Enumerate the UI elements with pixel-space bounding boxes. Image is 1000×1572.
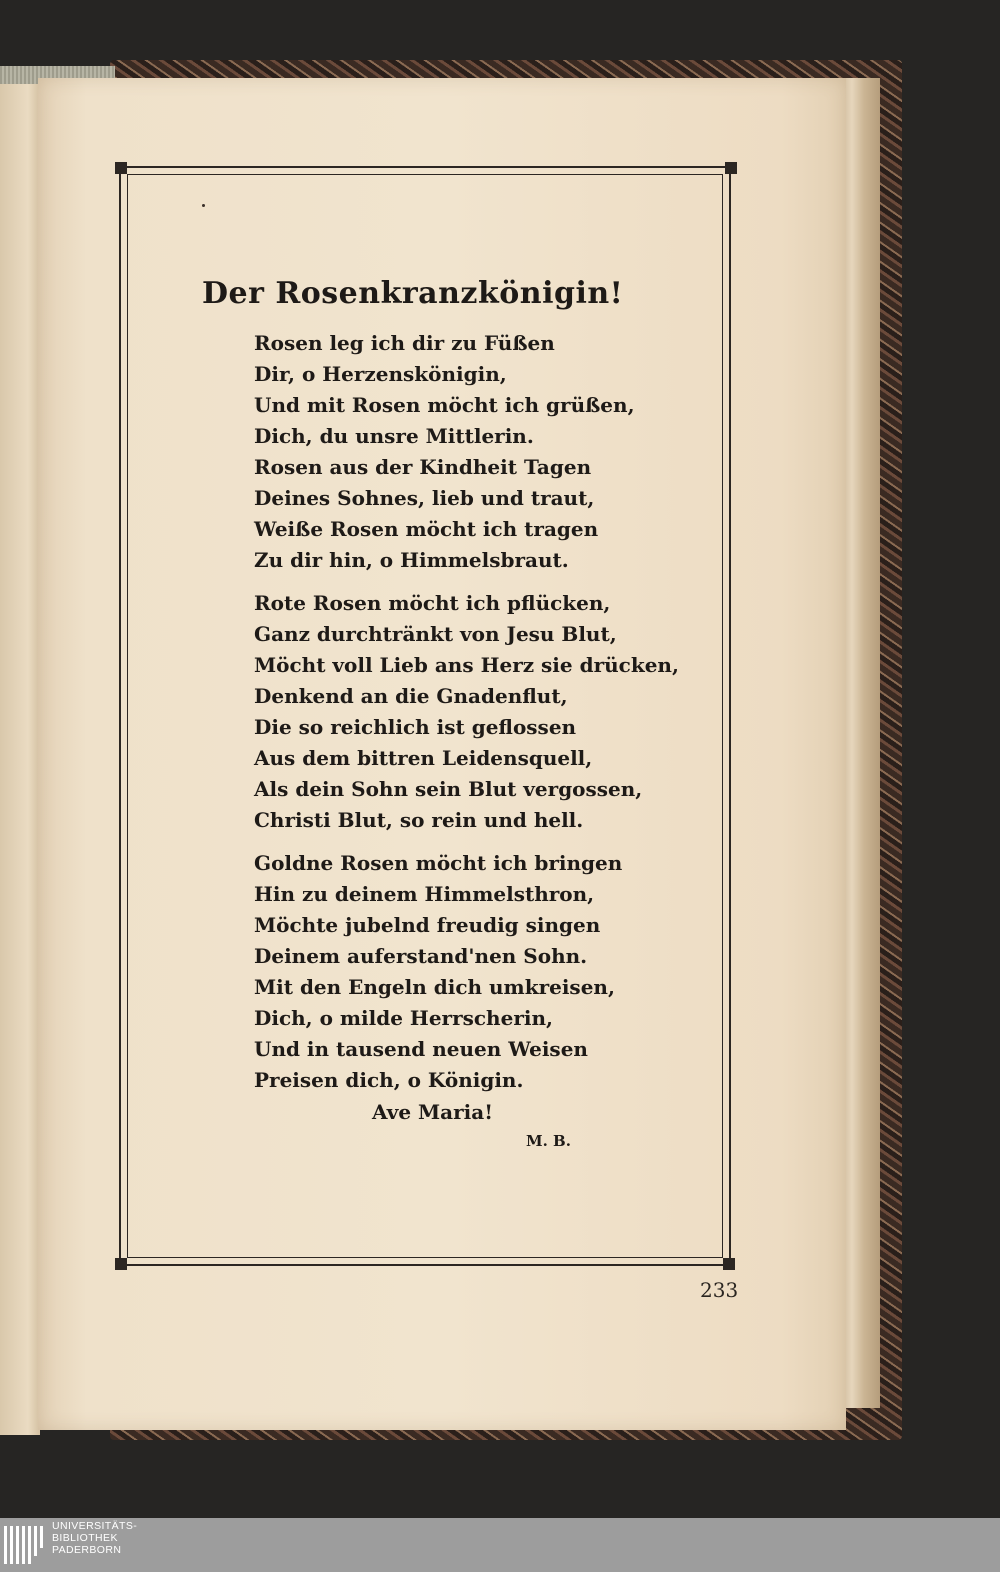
poem-line: Rosen aus der Kindheit Tagen — [254, 455, 592, 479]
frame-corner-bottom-right — [723, 1258, 735, 1270]
stanza-1 — [254, 328, 694, 576]
page-number: 233 — [700, 1278, 739, 1302]
frame-corner-top-left — [115, 162, 127, 174]
poem-line: Deinem auferstand'nen Sohn. — [254, 944, 588, 968]
logo-line: UNIVERSITÄTS- — [52, 1520, 138, 1532]
library-logo-icon — [2, 1520, 46, 1570]
logo-line: BIBLIOTHEK — [52, 1532, 118, 1544]
poem-line: Christi Blut, so rein und hell. — [254, 808, 584, 832]
poem-line: Und mit Rosen möcht ich grüßen, — [254, 393, 635, 417]
poem-line: Möchte jubelnd freudig singen — [254, 913, 601, 937]
poem-line: Rosen leg ich dir zu Füßen — [254, 331, 555, 355]
poem-line: Als dein Sohn sein Blut vergossen, — [254, 777, 643, 801]
poem-line: Möcht voll Lieb ans Herz sie drücken, — [254, 653, 679, 677]
poem-body — [254, 328, 694, 1108]
poem-line: Preisen dich, o Königin. — [254, 1068, 524, 1092]
page-stack — [840, 78, 880, 1408]
stanza-3 — [254, 848, 694, 1096]
poem-line: Die so reichlich ist geflossen — [254, 715, 577, 739]
poem-line: Weiße Rosen möcht ich tragen — [254, 517, 599, 541]
poem-line: Denkend an die Gnadenflut, — [254, 684, 568, 708]
poem-line: Rote Rosen möcht ich pflücken, — [254, 591, 611, 615]
poem-line: Mit den Engeln dich umkreisen, — [254, 975, 615, 999]
poem-line: Deines Sohnes, lieb und traut, — [254, 486, 595, 510]
stanza-2 — [254, 588, 694, 836]
poem-line: Dir, o Herzenskönigin, — [254, 362, 507, 386]
poem-closing: Ave Maria! — [372, 1100, 493, 1124]
poem-line: Goldne Rosen möcht ich bringen — [254, 851, 623, 875]
library-logo-text — [52, 1520, 137, 1556]
poem-title: Der Rosenkranzkönigin! — [202, 276, 624, 311]
ink-speck — [202, 204, 205, 207]
poem-author: M. B. — [526, 1132, 571, 1150]
poem-line: Und in tausend neuen Weisen — [254, 1037, 588, 1061]
library-footer — [0, 1518, 1000, 1572]
poem-line: Dich, du unsre Mittlerin. — [254, 424, 534, 448]
poem-line: Hin zu deinem Himmelsthron, — [254, 882, 595, 906]
poem-line: Aus dem bittren Leidensquell, — [254, 746, 593, 770]
poem-line: Dich, o milde Herrscherin, — [254, 1006, 553, 1030]
frame-corner-top-right — [725, 162, 737, 174]
frame-corner-bottom-left — [115, 1258, 127, 1270]
poem-line: Zu dir hin, o Himmelsbraut. — [254, 548, 569, 572]
book-page — [38, 78, 846, 1430]
previous-page-edge — [0, 70, 40, 1435]
poem-line: Ganz durchtränkt von Jesu Blut, — [254, 622, 617, 646]
logo-line: PADERBORN — [52, 1544, 122, 1556]
